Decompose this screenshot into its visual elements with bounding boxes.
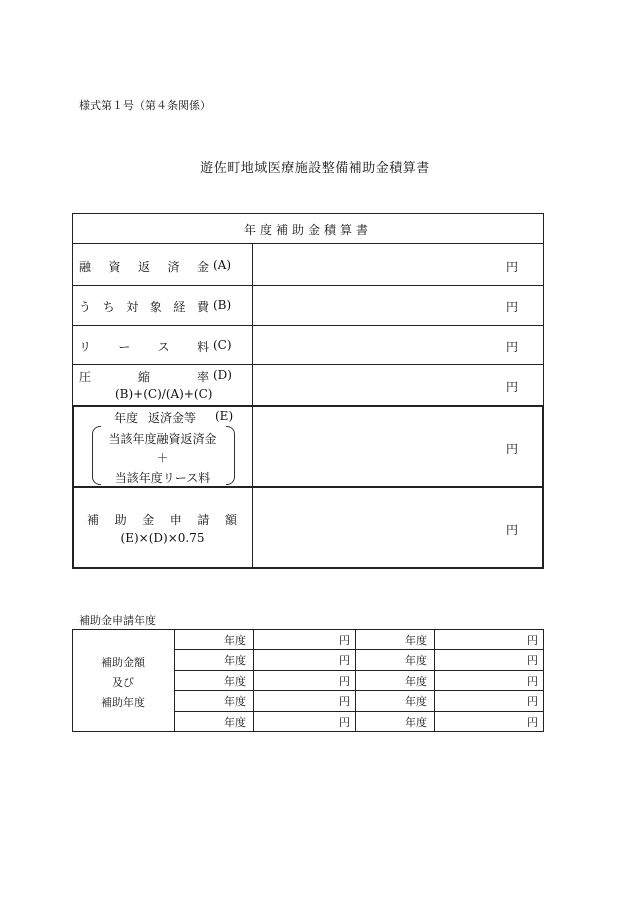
yen-unit-1: 円	[339, 654, 350, 667]
document-title: 遊佐町地域医療施設整備補助金積算書	[200, 161, 430, 176]
form-number: 様式第１号（第４条関係）	[79, 99, 211, 112]
sub-col-divider	[174, 629, 175, 732]
application-amount-formula: (E)×(D)×0.75	[120, 531, 205, 545]
yen-unit-2: 円	[527, 675, 538, 688]
sub-border-top	[72, 629, 544, 630]
table-border-right-bold	[542, 405, 544, 569]
row-divider-bold	[72, 405, 544, 407]
table-border-bottom	[72, 567, 544, 569]
yen-unit-2: 円	[527, 716, 538, 729]
yen-unit-1: 円	[339, 675, 350, 688]
year-label-2: 年度	[405, 634, 427, 647]
repayment-year-label: 年度	[114, 411, 139, 425]
sub-row-divider	[174, 711, 544, 712]
yen-unit: 円	[506, 523, 519, 537]
row-divider	[72, 285, 544, 286]
current-loan-repayment: 当該年度融資返済金	[108, 432, 217, 446]
compression-rate-label: 圧 縮 率	[79, 370, 209, 384]
row-divider-bold	[72, 486, 544, 488]
compression-rate-code: (D)	[213, 368, 232, 382]
sub-row-divider	[174, 670, 544, 671]
year-label-2: 年度	[405, 695, 427, 708]
application-amount-label: 補 助 金 申 請 額	[87, 513, 237, 527]
yen-unit-1: 円	[339, 695, 350, 708]
year-label-1: 年度	[224, 675, 246, 688]
yen-unit: 円	[506, 340, 519, 354]
yen-unit: 円	[506, 300, 519, 314]
row-label-line: 補助年度	[101, 696, 145, 709]
loan-repayment-label: 融 資 返 済 金	[79, 260, 209, 274]
yen-unit-1: 円	[339, 634, 350, 647]
compression-rate-formula: (B)+(C)/(A)+(C)	[115, 387, 213, 401]
year-label-2: 年度	[405, 675, 427, 688]
column-divider	[252, 243, 253, 568]
row-divider	[72, 243, 544, 244]
year-label-2: 年度	[405, 654, 427, 667]
yen-unit: 円	[506, 380, 519, 394]
plus-sign: ＋	[156, 451, 169, 465]
yen-unit-2: 円	[527, 634, 538, 647]
row-label-line: 及び	[112, 676, 134, 689]
yen-unit-2: 円	[527, 695, 538, 708]
year-label-1: 年度	[224, 716, 246, 729]
yen-unit-1: 円	[339, 716, 350, 729]
table-border-top	[72, 213, 544, 214]
sub-row-divider	[174, 649, 544, 650]
row-divider	[72, 325, 544, 326]
lease-fee-label: リ ー ス 料	[79, 340, 209, 354]
yen-unit: 円	[506, 442, 519, 456]
lease-fee-code: (C)	[213, 338, 232, 352]
sub-row-divider	[174, 690, 544, 691]
row-label-line: 補助金額	[101, 656, 145, 669]
sub-col-divider	[355, 629, 356, 732]
sub-border-right	[543, 629, 544, 732]
loan-repayment-code: (A)	[213, 258, 232, 272]
table-header: 年度補助金積算書	[243, 223, 372, 237]
yen-unit: 円	[506, 260, 519, 274]
subsidy-calculation-table	[72, 213, 544, 568]
repayment-etc-code: (E)	[215, 409, 234, 423]
year-label-1: 年度	[224, 634, 246, 647]
sub-col-divider	[253, 629, 254, 732]
year-label-1: 年度	[224, 695, 246, 708]
row-divider	[72, 364, 544, 365]
year-label-1: 年度	[224, 654, 246, 667]
subsidy-year-table	[72, 629, 544, 732]
eligible-cost-code: (B)	[213, 298, 232, 312]
year-label-2: 年度	[405, 716, 427, 729]
current-lease-fee: 当該年度リース料	[114, 471, 211, 485]
repayment-etc-label: 返済金等	[148, 411, 197, 425]
sub-border-bottom	[72, 731, 544, 732]
subsidy-year-section-label: 補助金申請年度	[79, 614, 156, 627]
yen-unit-2: 円	[527, 654, 538, 667]
eligible-cost-label: う ち 対 象 経 費	[79, 300, 209, 314]
sub-col-divider	[434, 629, 435, 732]
